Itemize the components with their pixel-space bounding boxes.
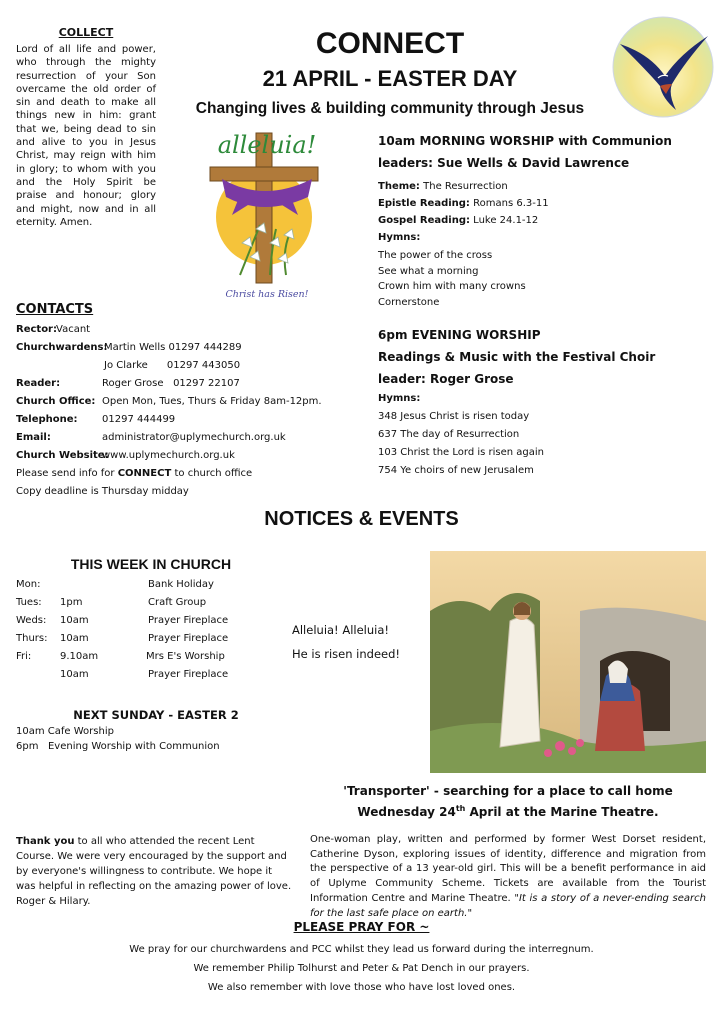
thanks-note xyxy=(16,834,294,909)
newsletter-header xyxy=(180,26,600,94)
morning-worship-heading: 10am MORNING WORSHIP with Communion xyxy=(378,134,672,148)
evening-hymn: 637 The day of Resurrection xyxy=(378,429,520,440)
website-row xyxy=(16,447,356,465)
send-info-connect: CONNECT xyxy=(117,468,172,479)
transporter-event xyxy=(310,782,706,921)
gospel-line xyxy=(378,212,708,229)
morning-hymn: Cornerstone xyxy=(378,296,440,308)
week-row xyxy=(16,648,286,666)
week-event: Bank Holiday xyxy=(148,579,214,590)
contacts-heading: CONTACTS xyxy=(16,302,94,317)
churchwarden-2: Jo Clarke 01297 443050 xyxy=(104,360,241,371)
telephone-label: Telephone: xyxy=(16,414,78,425)
morning-hymn: See what a morning xyxy=(378,265,479,277)
transporter-quote: "It is a story of a never-ending search for the last safe place on earth." xyxy=(310,892,706,919)
reader-value: Roger Grose 01297 22107 xyxy=(102,378,240,389)
week-row xyxy=(16,576,286,594)
week-time: 10am xyxy=(60,615,89,626)
office-label: Church Office: xyxy=(16,396,96,407)
alleluia-line-2: He is risen indeed! xyxy=(292,647,400,661)
next-sunday-heading: NEXT SUNDAY - EASTER 2 xyxy=(73,708,239,722)
week-row xyxy=(16,630,286,648)
rector-row xyxy=(16,321,356,339)
theme-label: Theme: xyxy=(378,181,420,192)
prayer-line: We remember Philip Tolhurst and Peter & Pat Dench in our prayers. xyxy=(193,963,530,974)
week-event: Mrs E's Worship xyxy=(146,651,225,662)
prayer-section xyxy=(0,920,723,997)
website-link[interactable]: www.uplymechurch.org.uk xyxy=(102,450,235,461)
contacts-section xyxy=(16,302,356,501)
week-day: Weds: xyxy=(16,615,47,626)
send-info-text: Please send info for xyxy=(16,468,118,479)
week-day: Mon: xyxy=(16,579,41,590)
rector-value: Vacant xyxy=(56,324,91,335)
churchwarden-1: Martin Wells 01297 444289 xyxy=(104,342,242,353)
week-time: 10am xyxy=(60,669,89,680)
transporter-title: 'Transporter' - searching for a place to call home xyxy=(343,784,673,798)
date-text-end: April at the Marine Theatre. xyxy=(465,805,659,819)
alleluia-word: alleluia! xyxy=(217,131,317,159)
thanks-signature: Roger & Hilary. xyxy=(16,896,91,907)
email-link[interactable]: administrator@uplymechurch.org.uk xyxy=(102,432,286,443)
email-label: Email: xyxy=(16,432,51,443)
date-suffix: th xyxy=(455,804,466,813)
evening-hymn: 348 Jesus Christ is risen today xyxy=(378,411,530,422)
hymns-label: Hymns: xyxy=(378,393,421,404)
theme-line xyxy=(378,178,708,195)
collect-text: Lord of all life and power, who through the mighty resurrection of your Son overcame the old order of sin and death to make all things new in him: grant that we, being dead to sin and alive to you in Jesus Christ, may reign with him in glory; to whom with you and the Holy Spirit be praise and honour; glory and might, now and in all eternity. Amen. xyxy=(16,44,156,228)
notices-heading: NOTICES & EVENTS xyxy=(264,508,459,530)
morning-hymn: Crown him with many crowns xyxy=(378,281,526,292)
thanks-text: to all who attended the recent Lent Course. We were very encouraged by the support and by everyone's willingness to contribute. We hope it was helpful in reflecting on the amazing power of love. xyxy=(16,836,292,892)
evening-leader: leader: Roger Grose xyxy=(378,372,514,386)
resurrection-painting xyxy=(430,551,706,773)
this-week-heading: THIS WEEK IN CHURCH xyxy=(70,556,232,572)
morning-hymns-label xyxy=(378,229,708,246)
hymns-label: Hymns: xyxy=(378,232,421,243)
gospel-label: Gospel Reading: xyxy=(378,215,470,226)
week-day: Thurs: xyxy=(16,633,48,644)
epistle-label: Epistle Reading: xyxy=(378,198,470,209)
prayer-line: We also remember with love those who have lost loved ones. xyxy=(207,982,516,993)
email-row xyxy=(16,429,356,447)
week-event: Prayer Fireplace xyxy=(148,615,229,626)
epistle-value: Romans 6.3-11 xyxy=(473,198,549,209)
week-day: Fri: xyxy=(16,651,32,662)
transporter-body xyxy=(310,833,706,921)
gospel-value: Luke 24.1-12 xyxy=(473,215,539,226)
week-time: 1pm xyxy=(60,597,83,608)
next-sunday-item: 6pm Evening Worship with Communion xyxy=(16,741,220,752)
epistle-line xyxy=(378,195,708,212)
send-info-row xyxy=(16,465,356,483)
alleluia-text xyxy=(292,618,400,666)
evening-hymn: 103 Christ the Lord is risen again xyxy=(378,447,545,458)
next-sunday-item: 10am Cafe Worship xyxy=(16,726,114,737)
newsletter-date-title: 21 APRIL - EASTER DAY xyxy=(262,66,518,91)
week-day: Tues: xyxy=(16,597,42,608)
week-event: Prayer Fireplace xyxy=(148,669,229,680)
newsletter-title: CONNECT xyxy=(315,27,465,60)
week-row xyxy=(16,612,286,630)
theme-value: The Resurrection xyxy=(423,181,508,192)
services-section xyxy=(378,130,708,480)
week-event: Prayer Fireplace xyxy=(148,633,229,644)
transporter-date xyxy=(310,800,706,821)
churchwardens-row xyxy=(16,339,356,357)
transporter-description: One-woman play, written and performed by former West Dorset resident, Catherine Dyson, exploring issues of identity, difference and migration from the perspective of a 13 year-old girl. This will be a benefit performance in aid of Uplyme Community Scheme. Tickets are available from the Tourist Information Centre and Marine Theatre. xyxy=(310,834,706,904)
reader-row xyxy=(16,375,356,393)
next-sunday-section xyxy=(16,708,296,754)
telephone-value: 01297 444499 xyxy=(102,414,176,425)
thanks-bold: Thank you xyxy=(16,836,75,847)
date-text: Wednesday 24 xyxy=(357,805,456,819)
churchwarden-2-row xyxy=(16,357,356,375)
deadline-row xyxy=(16,483,356,501)
telephone-row xyxy=(16,411,356,429)
rector-label: Rector: xyxy=(16,324,57,335)
week-event: Craft Group xyxy=(148,597,207,608)
prayer-heading: PLEASE PRAY FOR ~ xyxy=(293,920,430,934)
tagline: Changing lives & building community through Jesus xyxy=(195,100,585,117)
prayer-line: We pray for our churchwardens and PCC whilst they lead us forward during the interregnum. xyxy=(129,944,594,955)
evening-subheading: Readings & Music with the Festival Choir xyxy=(378,350,656,364)
week-time: 9.10am xyxy=(60,651,99,662)
week-row xyxy=(16,666,286,684)
morning-hymn: The power of the cross xyxy=(378,250,493,261)
copy-deadline: Copy deadline is Thursday midday xyxy=(16,486,189,497)
this-week-section xyxy=(16,556,286,684)
website-label: Church Website: xyxy=(16,450,109,461)
send-info-text-end: to church office xyxy=(171,468,253,479)
collect-heading: COLLECT xyxy=(58,26,114,39)
evening-hymn: 754 Ye choirs of new Jerusalem xyxy=(378,465,534,476)
evening-hymns-label xyxy=(378,390,708,407)
office-hours: Open Mon, Tues, Thurs & Friday 8am-12pm. xyxy=(102,396,322,407)
evening-worship-heading: 6pm EVENING WORSHIP xyxy=(378,328,541,342)
collect-section xyxy=(16,26,156,229)
week-time: 10am xyxy=(60,633,89,644)
swallow-logo xyxy=(610,14,716,120)
alleluia-cross-illustration xyxy=(200,125,334,303)
morning-leaders: leaders: Sue Wells & David Lawrence xyxy=(378,156,630,170)
alleluia-line-1: Alleluia! Alleluia! xyxy=(292,623,389,637)
christ-risen-caption: Christ has Risen! xyxy=(225,289,309,300)
churchwardens-label: Churchwardens: xyxy=(16,342,108,353)
office-row xyxy=(16,393,356,411)
reader-label: Reader: xyxy=(16,378,61,389)
week-row xyxy=(16,594,286,612)
